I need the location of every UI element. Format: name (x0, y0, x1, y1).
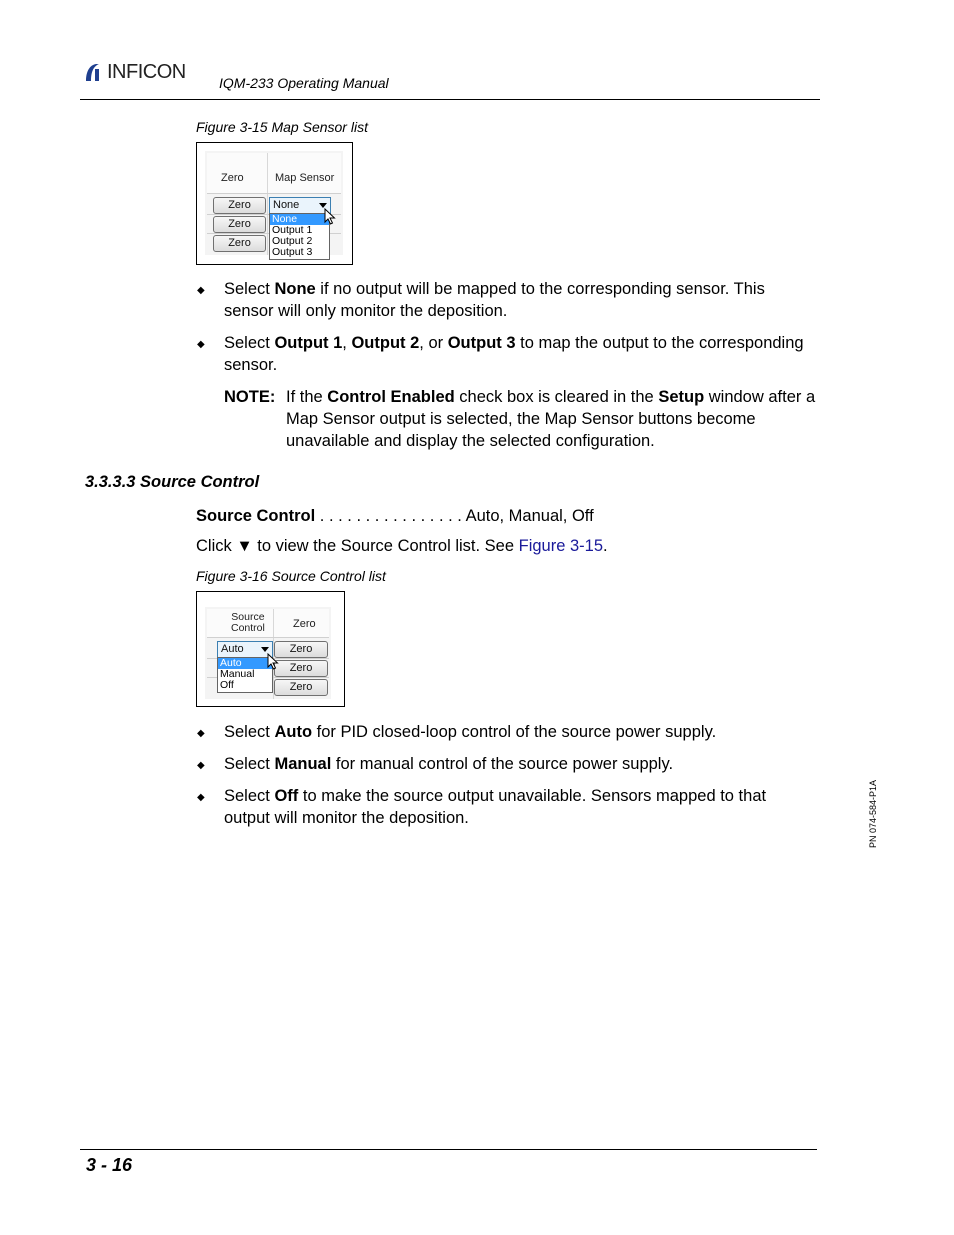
bullet-diamond-icon: ◆ (197, 339, 205, 350)
source-control-dropdown-list (217, 657, 273, 693)
bullet-diamond-icon: ◆ (197, 760, 205, 771)
zero-button[interactable]: Zero (274, 660, 328, 677)
map-sensor-select-value: None (273, 199, 300, 211)
dropdown-option-output-3[interactable]: Output 3 (272, 246, 313, 258)
bullet-select-auto: Select Auto for PID closed-loop control of the source power supply. (224, 723, 717, 741)
column-header-zero: Zero (293, 618, 316, 630)
click-instruction: Click ▼ to view the Source Control list. See Figure 3-15. (196, 537, 608, 555)
zero-button[interactable]: Zero (274, 641, 328, 658)
logo-text: INFICON (107, 60, 186, 83)
mouse-pointer-icon (267, 653, 279, 670)
dropdown-option-none[interactable]: None (270, 214, 329, 225)
dropdown-option-output-1[interactable]: Output 1 (272, 224, 313, 236)
column-header-source-control: Source Control (231, 611, 265, 634)
zero-button[interactable]: Zero (213, 235, 266, 252)
column-header-map-sensor: Map Sensor (275, 172, 335, 184)
inficon-logo (82, 60, 186, 84)
map-sensor-select[interactable] (269, 197, 331, 214)
figure-15-map-sensor-list (196, 142, 353, 265)
footer-divider (80, 1149, 817, 1150)
source-control-parameter: Source Control . . . . . . . . . . . . . . . . Auto, Manual, Off (196, 507, 594, 525)
bullet-diamond-icon: ◆ (197, 792, 205, 803)
row-divider (207, 637, 329, 638)
dropdown-option-manual[interactable]: Manual (220, 668, 255, 680)
figure-16-caption: Figure 3-16 Source Control list (196, 568, 386, 584)
bullet-select-output: Select Output 1, Output 2, or Output 3 to map the output to the corresponding sensor. (224, 334, 804, 374)
dropdown-option-off[interactable]: Off (220, 679, 234, 691)
bullet-diamond-icon: ◆ (197, 285, 205, 296)
manual-title: IQM-233 Operating Manual (219, 75, 389, 91)
dropdown-arrow-icon[interactable] (261, 647, 269, 652)
map-sensor-dropdown-list (269, 213, 330, 260)
source-control-select-value: Auto (221, 643, 244, 655)
source-control-select[interactable] (217, 641, 273, 658)
bullet-select-off: Select Off to make the source output unavailable. Sensors mapped to that output will monitor the deposition. (224, 787, 767, 827)
note-text: If the Control Enabled check box is cleared in the Setup window after a Map Sensor output is selected, the Map Sensor buttons become unavailable and display the selected configuration. (286, 388, 816, 450)
dropdown-option-auto[interactable]: Auto (218, 658, 272, 669)
note-label: NOTE: (224, 388, 276, 406)
zero-button[interactable]: Zero (213, 216, 266, 233)
mouse-pointer-icon (324, 208, 336, 225)
page-number: 3 - 16 (86, 1155, 133, 1175)
column-divider (267, 153, 268, 255)
bullet-select-none: Select None if no output will be mapped to the corresponding sensor. This sensor will only monitor the deposition. (224, 280, 765, 320)
column-header-zero: Zero (221, 172, 244, 184)
zero-button[interactable]: Zero (274, 679, 328, 696)
inficon-logo-icon (82, 61, 104, 83)
map-sensor-window (205, 151, 343, 258)
figure-3-15-link[interactable]: Figure 3-15 (518, 537, 604, 555)
dropdown-option-output-2[interactable]: Output 2 (272, 235, 313, 247)
figure-15-caption: Figure 3-15 Map Sensor list (196, 119, 368, 135)
header-divider (80, 99, 820, 100)
source-control-window (205, 607, 331, 699)
row-divider (207, 193, 341, 194)
figure-16-source-control-list (196, 591, 345, 707)
zero-button[interactable]: Zero (213, 197, 266, 214)
bullet-select-manual: Select Manual for manual control of the source power supply. (224, 755, 674, 773)
part-number: PN 074-584-P1A (868, 779, 878, 848)
bullet-diamond-icon: ◆ (197, 728, 205, 739)
section-heading: 3.3.3.3 Source Control (85, 473, 260, 491)
